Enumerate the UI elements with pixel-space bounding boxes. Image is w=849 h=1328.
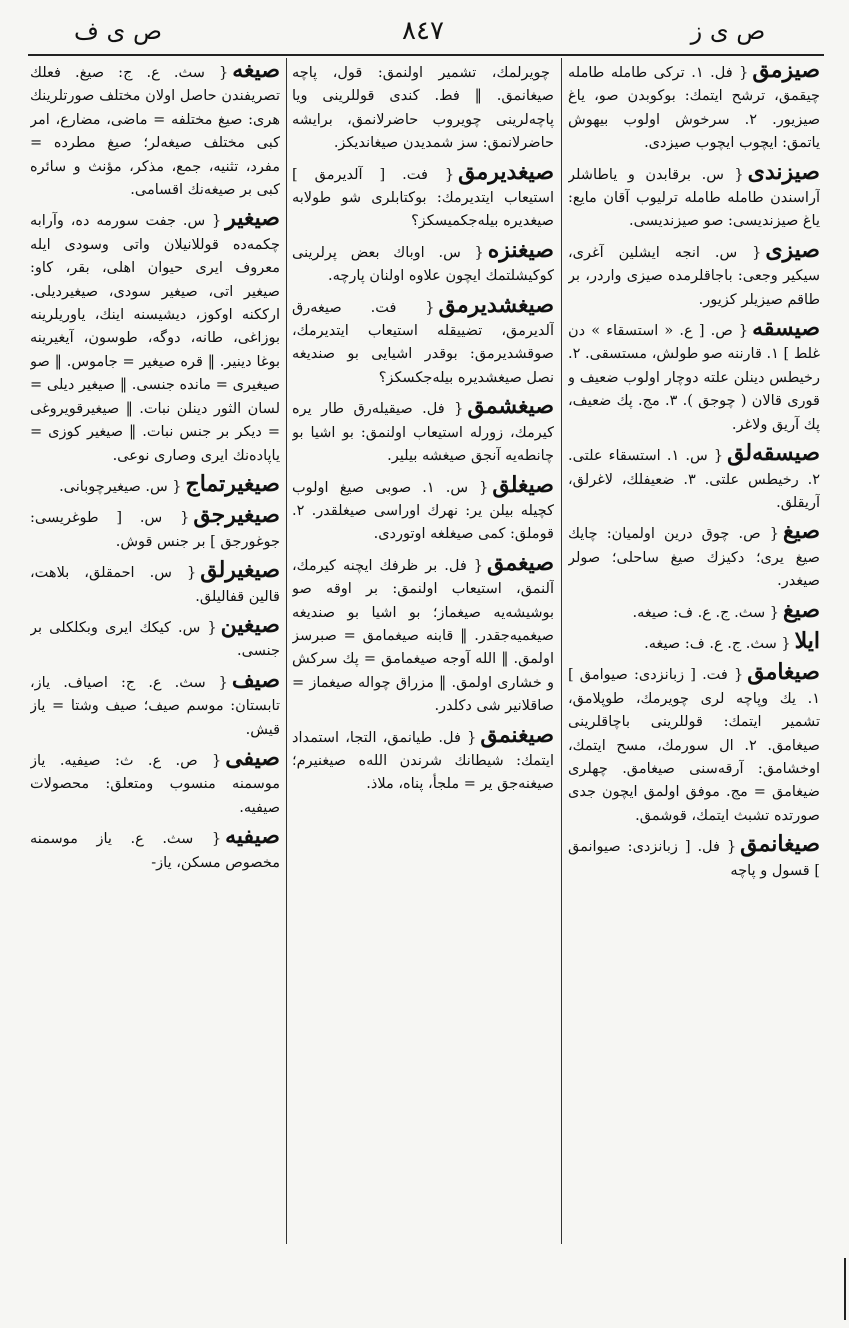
entry-definition: { فت. صیغه‌رق آلدیرمق، تضییقله استیعاب ایتدیرمك، صوقشدیرمق: بوقدر اشیایی بو صندیغه نصل صیغشدیره بیله‌جکسکز؟	[292, 299, 554, 386]
entry-headword: صیغ	[782, 596, 820, 623]
dictionary-entry	[30, 558, 280, 609]
entry-headword: صیسقه	[752, 315, 820, 342]
dictionary-entry	[30, 472, 280, 499]
entry-headword: صیغنزه	[487, 236, 554, 263]
entry-definition: { س. کیکك ایری وبکلکلی بر جنسی.	[30, 619, 280, 660]
entry-headword: صیغدیرمق	[458, 158, 554, 185]
entry-headword: صیزندی	[747, 158, 820, 185]
dictionary-entry	[30, 58, 280, 202]
entry-headword: صیغشمق	[467, 393, 554, 420]
entry-definition: { س. انجه ایشلین آغری، سیکیر وجعی: باجاقلرمده صیزی واردر، بر طاقم صیزیلر کزیور.	[568, 244, 820, 308]
dictionary-entry	[292, 394, 554, 468]
entry-definition: { سث. ج. ع. ف: صیغه.	[644, 635, 791, 652]
entry-definition: { فل. [ زبانزدی: صیوانمق ] قسول و پاچه	[568, 839, 820, 879]
entry-definition: { فل. طیانمق، التجا، استمداد ایتمك: شیطانك شرندن الله‌ه صیغنیرم؛ صیغنه‌جق یر = ملجأ، پناه، ملاذ.	[292, 729, 554, 793]
dictionary-entry	[292, 238, 554, 289]
dictionary-entry	[568, 598, 820, 625]
header-rule	[28, 54, 824, 56]
dictionary-entry	[30, 746, 280, 820]
dictionary-entry	[568, 441, 820, 515]
entry-headword: صیغین	[220, 611, 280, 638]
dictionary-entry	[568, 660, 820, 828]
entry-headword: صیفی	[225, 744, 280, 771]
dictionary-entry	[568, 238, 820, 312]
entry-definition: { س. اوباك بعض پرلرینی کوکیشلتمك ایچون علاوه اولنان پارچه.	[292, 244, 554, 285]
column-divider-right	[561, 58, 562, 1244]
entry-definition: { س. برقابدن و یاطاشلر آراسندن طامله طامله ترلیوب آقان مایع: یاغ صیزندیسی: صو صیزندیسی.	[568, 166, 820, 230]
dictionary-entry	[292, 58, 554, 156]
entry-definition: { فل. ١. ترکی طامله طامله چیقمق، ترشح ایتمك: بوکوبدن صو، یاغ صیزیور. ٢. سرخوش اولوب بیهوش یاتمق: ایچوب ایچوب صیزدی.	[568, 65, 820, 152]
entry-definition: { فل. بر ظرفك ایچنه کیرمك، آلنمق، استیعاب اولنمق: بر اوقه صو بوشیشه‌یه صیغماز؛ بو اشیا بو صندیغه صیغمیه‌جقدر. ‖ قابنه صیغمامق = صبرسز اولمق. ‖ الله آوجه صیغمامق = پك سرکش و خشاری اولمق. ‖ مزراق چواله صیغماز = صاقلانیر شی دکلدر.	[292, 557, 554, 715]
entry-definition: { ص. [ ع. « استسقاء » دن غلط ] ١. قارننه صو طولش، مستسقی. ٢. رخیطس دینلن علته دوچار اولوب ضعیف و قوری قالان ( چوجق ). ٣. مج. پك ضعیف، پك آریق ولاغر.	[568, 323, 820, 433]
entry-headword: صیزی	[765, 236, 820, 263]
entry-definition: { فت. [ زبانزدی: صیوامق ] ١. یك وپاچه لری چویرمك، طوپلامق، تشمیر ایتمك: قوللرینی باچاقلرینی صیغامق. ٢. ال سورمك، مسح ایتمك، اوخشامق: آرقه‌سنی صیغامق. چهلری ضیغامق = مج. موفق اولمق ایچون جدی صورتده تشبث ایتمك، قوشمق.	[568, 667, 820, 824]
entry-definition: { سث. ج. ع. ف: صیغه.	[632, 604, 779, 621]
entry-definition: { سث. ع. یاز موسمنه مخصوص مسکن، یاز-	[30, 831, 280, 871]
entry-definition: { سث. ع. ج: اصیاف. یاز، تابستان: موسم صیف؛ صیف وشتا = یاز قیش.	[30, 674, 280, 738]
dictionary-entry	[292, 723, 554, 797]
entry-headword: صیغمق	[487, 549, 554, 576]
entry-definition: چویرلمك، تشمیر اولنمق: قول، پاچه صیغانمق. ‖ فط. کندی قوللرینی ویا پاچه‌لرینی چویروب حاضرلانمق، برایشه حاضرلانمق: سز شمدیدن صیغاندیکز.	[292, 65, 554, 152]
entry-headword: صیسقه‌لق	[727, 440, 820, 467]
dictionary-entry	[30, 206, 280, 467]
entry-headword: صیغه	[232, 58, 280, 83]
dictionary-entry	[568, 316, 820, 437]
entry-headword: صیغنمق	[480, 721, 554, 748]
page-number: ٨٤٧	[402, 16, 444, 46]
dictionary-entry	[568, 519, 820, 593]
dictionary-entry	[292, 551, 554, 719]
entry-headword: صیغانمق	[740, 831, 820, 858]
header-right-letters: ص ی ز	[690, 17, 766, 45]
entry-definition: { ص. چوق درین اولمیان: چایك صیغ یری؛ دکیزك صیغ ساحلی؛ صولر صیغدر.	[568, 526, 820, 590]
entry-definition: { س. احمقلق، بلاهت، قالین قفالیلق.	[30, 565, 280, 605]
entry-headword: ایلا	[794, 627, 820, 654]
dictionary-entry	[568, 58, 820, 156]
dictionary-entry	[568, 629, 820, 656]
dictionary-entry	[30, 613, 280, 664]
entry-headword: صیغیرلق	[200, 557, 280, 584]
entry-headword: صیغلق	[492, 471, 554, 498]
entry-headword: صیغشدیرمق	[438, 291, 554, 318]
entry-headword: صیفیه	[225, 823, 280, 850]
dictionary-entry	[568, 160, 820, 234]
entry-definition: { س. ١. صوبی صیغ اولوب کچیلە بیلن یر: نهرك اوراسی صیغلقدر. ٢. قوملق: کمی صیغلغه اوتوردی.	[292, 479, 554, 543]
entry-definition: { فت. [ آلدیرمق ] استیعاب ایتدیرمك: بوکتابلری شو طولابه صیغدیره بیله‌جکمیسکز؟	[292, 166, 554, 230]
entry-headword: صیغ	[782, 518, 820, 545]
column-left	[30, 58, 280, 1244]
column-right	[568, 58, 820, 1244]
entry-definition: { س. ١. استسقاء علتی. ٢. رخیطس علتی. ٣. ضعیفلك، لاغرلق، آریقلق.	[568, 448, 820, 511]
dictionary-entry	[30, 668, 280, 742]
page-header	[28, 14, 818, 48]
entry-headword: صیغیر	[225, 205, 280, 232]
entry-definition: { فل. صیقیله‌رق طار یره کیرمك، زورله استیعاب اولنمق: بو اشیا بو چانطه‌یه آنجق صیغشه بیلیر.	[292, 401, 554, 465]
page-edge-mark	[844, 1258, 846, 1320]
header-left-letters: ص ی ف	[74, 17, 162, 45]
entry-definition: { س. صیغیرچوبانی.	[59, 478, 182, 495]
entry-headword: صیغیرتماج	[185, 470, 280, 497]
entry-definition: { سث. ع. ج: صیغ. فعلك تصریفندن حاصل اولان مختلف صورتلرینك هری: صیغ مختلفه = ماضی، مضارع، امر کبی مختلف صیغه‌لر؛ صیغ مطرده = مفرد، تثنیه، جمع، مذکر، مؤنث و سائره کبی بر صیغه‌نك اقسامی.	[30, 65, 280, 199]
column-middle	[292, 58, 554, 1244]
dictionary-entry	[292, 473, 554, 547]
column-divider-left	[286, 58, 287, 1244]
dictionary-entry	[30, 503, 280, 554]
entry-headword: صیغیرجق	[193, 502, 280, 529]
entry-definition: { ص. ع. ث: صیفیه. یاز موسمنه منسوب ومتعلق: محصولات صیفیه.	[30, 752, 280, 816]
entry-headword: صیف	[231, 666, 280, 693]
entry-definition: { س. جفت سورمه ده، وآرابه چکمه‌ده قوللانیلان واتی وسودی ایله معروف ایری حیوان اهلی، بقر، کاو: صیغیر اتی، صیغیر سودی، صیغیردیلی. ارککنه اوکوز، دیشیسنه اینك، یاوریلرینه بوزاغی، طانه، دوگه، طوسون، آیغیرینه بوغا دینیر. ‖ قره صیغیر = جاموس. ‖ صو صیغیری = مانده جنسی. ‖ صیغیر دیلی = لسان الثور دینلن نبات. ‖ صیغیرقویروغی = دیکر بر جنس نبات. ‖ صیغیر کوزی = یاپاده‌نك ایری وصاری نوعی.	[30, 213, 280, 464]
dictionary-entry	[292, 160, 554, 234]
entry-headword: صیزمق	[752, 58, 820, 83]
entry-definition: { س. [ طوغریسی: جوغورجق ] بر جنس قوش.	[30, 510, 280, 550]
dictionary-entry	[292, 293, 554, 391]
entry-headword: صیغامق	[747, 659, 820, 686]
dictionary-entry	[30, 824, 280, 875]
dictionary-entry	[568, 832, 820, 883]
